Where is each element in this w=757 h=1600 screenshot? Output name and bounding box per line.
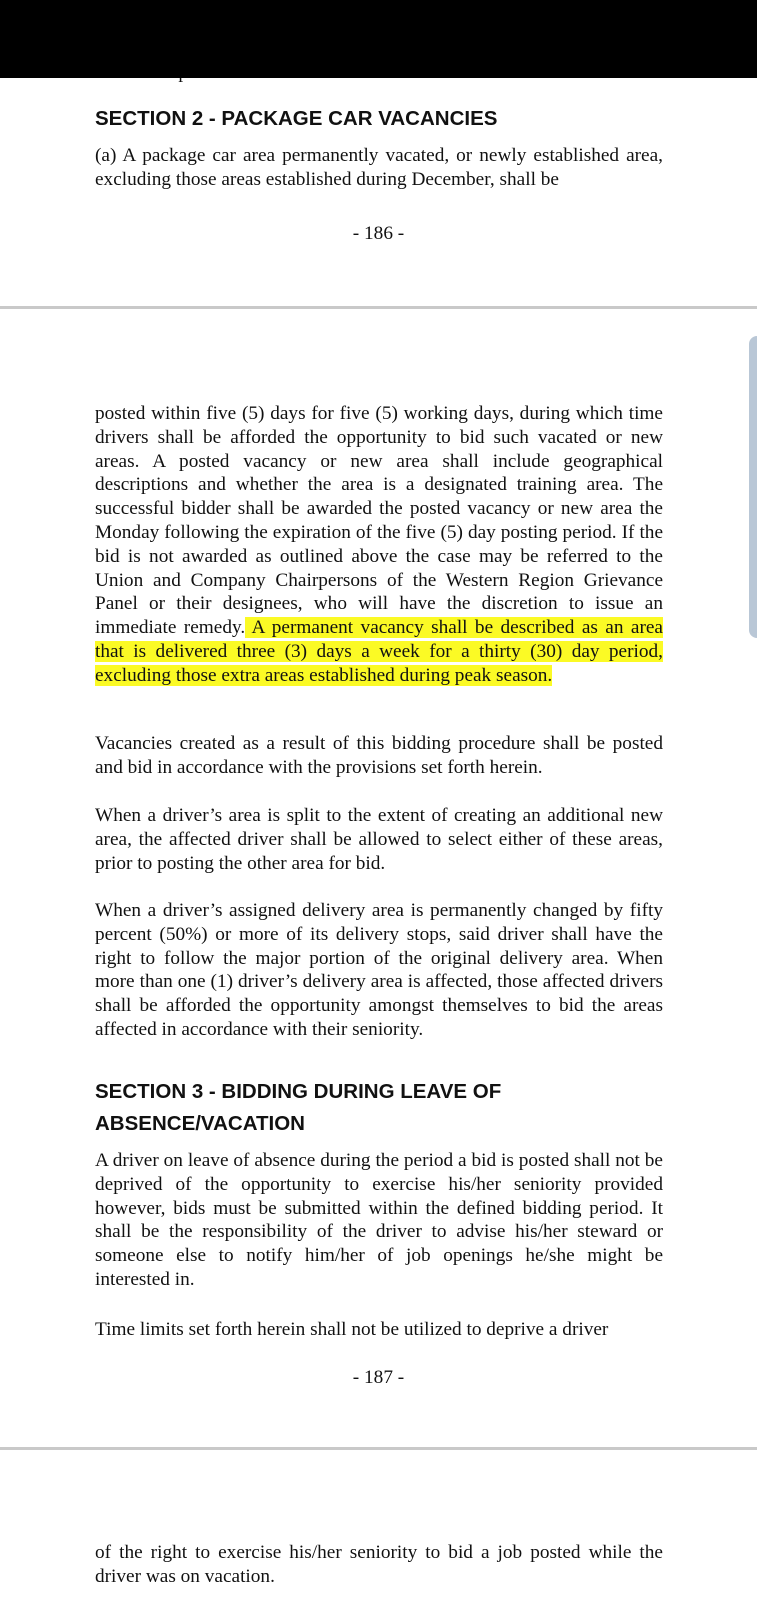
section-2-para-split-area: When a driver’s area is split to the extent of creating an additional new area, the affected driver shall be allowed to select either of these areas, prior to posting the other area for bid.: [95, 805, 663, 874]
page-divider: [0, 306, 757, 309]
section-2-heading: SECTION 2 - PACKAGE CAR VACANCIES: [95, 107, 498, 130]
section-2-para-continued: [95, 402, 663, 688]
scrollbar-thumb[interactable]: [749, 336, 757, 638]
section-3-para-vacation: of the right to exercise his/her seniority to bid a job posted while the driver was on vacation.: [95, 1542, 663, 1587]
section-3-para-leave: A driver on leave of absence during the period a bid is posted shall not be deprived of the opportunity to exercise his/her seniority provided however, bids must be submitted within the defined bidding period. It shall be the responsibility of the driver to advise his/her steward or someone else to notify him/her of job openings he/she might be interested in.: [95, 1150, 663, 1290]
page-number-186: - 186 -: [352, 223, 405, 244]
para-text: posted within five (5) days for five (5) working days, during which time drivers shall be afforded the opportunity to bid such vacated or new areas. A posted vacancy or new area shall include geographical descriptions and whether the area is a designated training area. The successful bidder shall be awarded the posted vacancy or new area the Monday following the expiration of the five (5) day posting period. If the bid is not awarded as outlined above the case may be referred to the Union and Company Chairpersons of the Western Region Grievance Panel or their designees, who will have the discretion to issue an immediate remedy.: [95, 403, 663, 639]
page-number-187: - 187 -: [352, 1367, 405, 1388]
section-2-para-vacancies: Vacancies created as a result of this bidding procedure shall be posted and bid in accordance with the provisions set forth herein.: [95, 733, 663, 778]
section-3-heading-line2: ABSENCE/VACATION: [95, 1112, 305, 1135]
page-divider: [0, 1447, 757, 1450]
top-status-bar: [0, 0, 757, 78]
section-2-para-a: (a) A package car area permanently vacated, or newly established area, excluding those areas established during December, shall be: [95, 145, 663, 190]
highlighted-text[interactable]: A permanent vacancy shall be described as an area that is delivered three (3) days a week for a thirty (30) day period, excluding those extra areas established during peak season.: [95, 617, 663, 686]
section-3-para-time-limits: Time limits set forth herein shall not be utilized to deprive a driver: [95, 1319, 609, 1340]
section-2-para-changed-area: When a driver’s assigned delivery area is permanently changed by fifty percent (50%) or more of its delivery stops, said driver shall have the right to follow the major portion of the original delivery area. When more than one (1) driver’s delivery area is affected, those affected drivers shall be afforded the opportunity amongst themselves to bid the areas affected in accordance with their seniority.: [95, 900, 663, 1040]
section-3-heading-line1: SECTION 3 - BIDDING DURING LEAVE OF: [95, 1080, 502, 1103]
